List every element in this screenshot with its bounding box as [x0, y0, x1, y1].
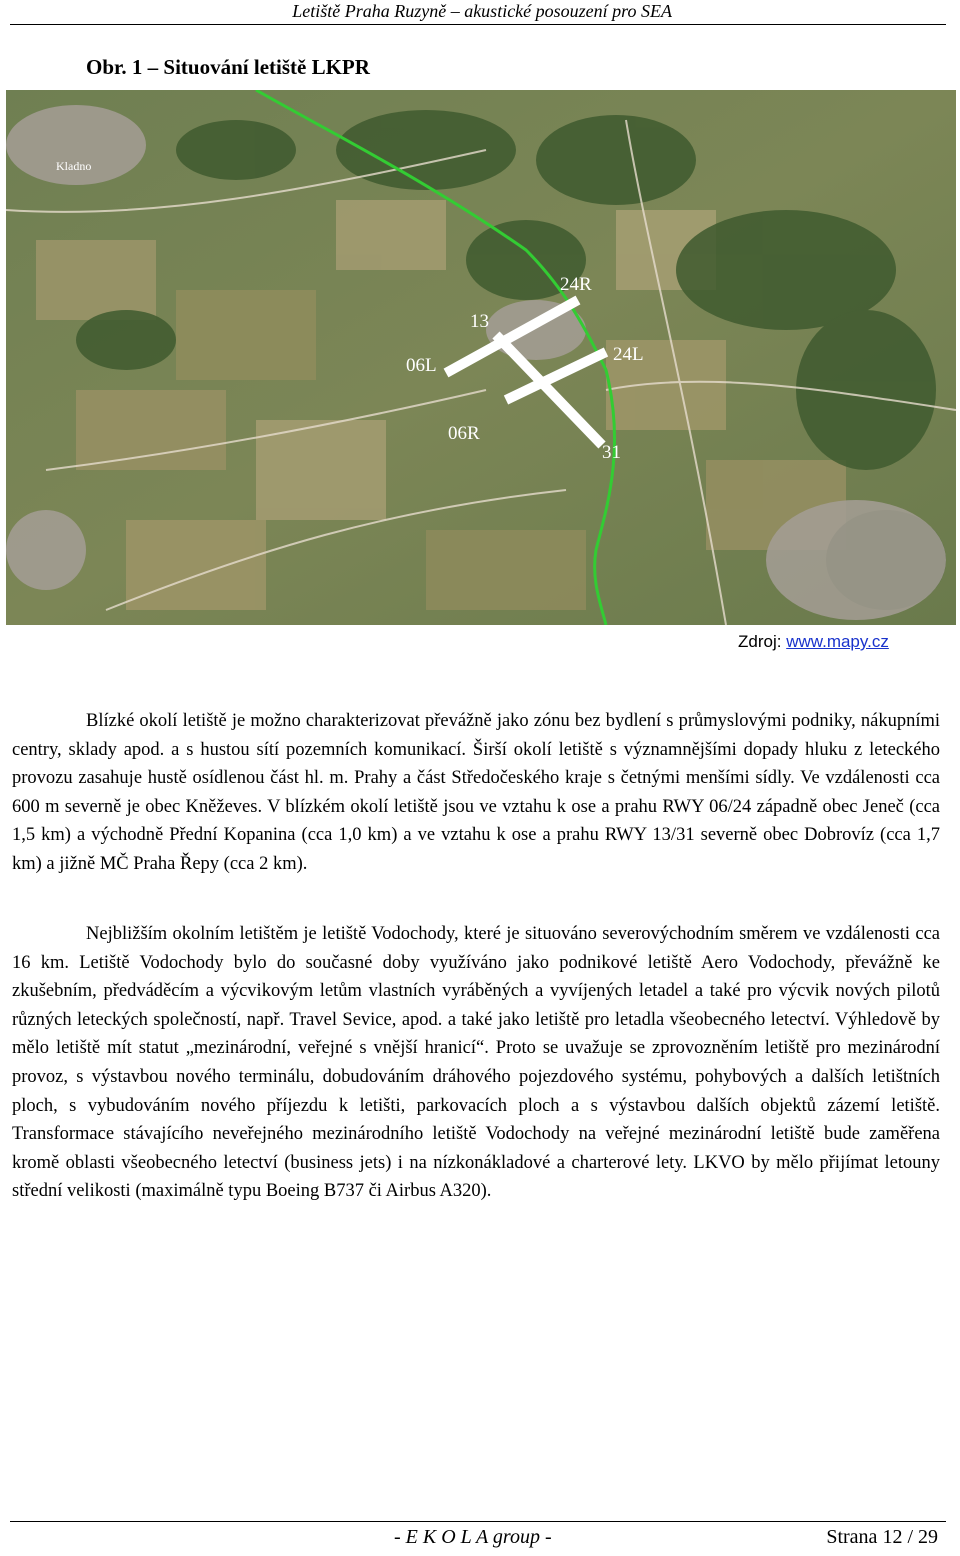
satellite-map	[6, 90, 956, 625]
map-place-label: Kladno	[56, 159, 92, 173]
runway-label-06L: 06L	[406, 355, 437, 376]
figure-title: Obr. 1 – Situování letiště LKPR	[86, 55, 370, 79]
footer-page-number: Strana 12 / 29	[826, 1526, 938, 1548]
paragraph-2	[12, 920, 940, 1206]
source-label: Zdroj:	[738, 632, 782, 651]
page-header	[10, 0, 946, 25]
paragraph-2-text: Nejbližším okolním letištěm je letiště Vodochody, které je situováno severovýchodním směrem ve vzdálenosti cca 16 km. Letiště Vodochody bylo do současné doby využíváno jako podnikové letiště Aero Vodochody, převážně ke zkušebním, předváděcím a výcvikovým letům vlastních vyráběných a vyvíjených letadel a také pro výcvik nových pilotů různých leteckých společností, např. Travel Sevice, apod. a také jako letiště pro letadla všeobecného letectví. Výhledově by mělo letiště mít statut „mezinárodní, veřejné s vnější hranicí“. Proto se uvažuje se zprovozněním letiště pro mezinárodní provoz, s výstavbou nového terminálu, dobudováním dráhového pojezdového systému, pohybových a dalších letištních ploch, s vybudováním nového příjezdu k letišti, parkovacích ploch a s výstavbou dalších objektů zázemí letiště. Transformace stávajícího neveřejného mezinárodního letiště Vodochody na veřejné mezinárodní letiště bude zaměřena kromě oblasti všeobecného letectví (business jets) i na nízkonákladové a charterové lety. LKVO by mělo přijímat letouny střední velikosti (maximálně typu Boeing B737 či Airbus A320).	[12, 924, 940, 1202]
source-link[interactable]: www.mapy.cz	[786, 632, 889, 651]
runway-label-24R: 24R	[560, 274, 592, 295]
paragraph-1-text: Blízké okolí letiště je možno charakterizovat převážně jako zónu bez bydlení s průmyslovými podniky, nákupními centry, sklady apod. a s hustou sítí pozemních komunikací. Širší okolí letiště s významnějšími dopady hluku z leteckého provozu zasahuje hustě osídlenou část hl. m. Prahy a část Středočeského kraje s četnými menšími sídly. Ve vzdálenosti cca 600 m severně je obec Kněževes. V blízkém okolí letiště jsou ve vztahu k ose a prahu RWY 06/24 západně obec Jeneč (cca 1,5 km) a východně Přední Kopanina (cca 1,0 km) a ve vztahu k ose a prahu RWY 13/31 severně obec Dobrovíz (cca 1,7 km) a jižně MČ Praha Řepy (cca 2 km).	[12, 711, 940, 874]
paragraph-1	[12, 707, 940, 879]
figure-source	[738, 632, 889, 652]
page-footer	[10, 1521, 946, 1554]
runway-label-06R: 06R	[448, 423, 480, 444]
runway-label-13: 13	[470, 311, 489, 332]
runway-label-31: 31	[602, 442, 621, 463]
header-title: Letiště Praha Ruzyně – akustické posouzení pro SEA	[292, 1, 672, 21]
footer-company: - E K O L A group -	[394, 1526, 552, 1548]
runway-label-24L: 24L	[613, 344, 644, 365]
